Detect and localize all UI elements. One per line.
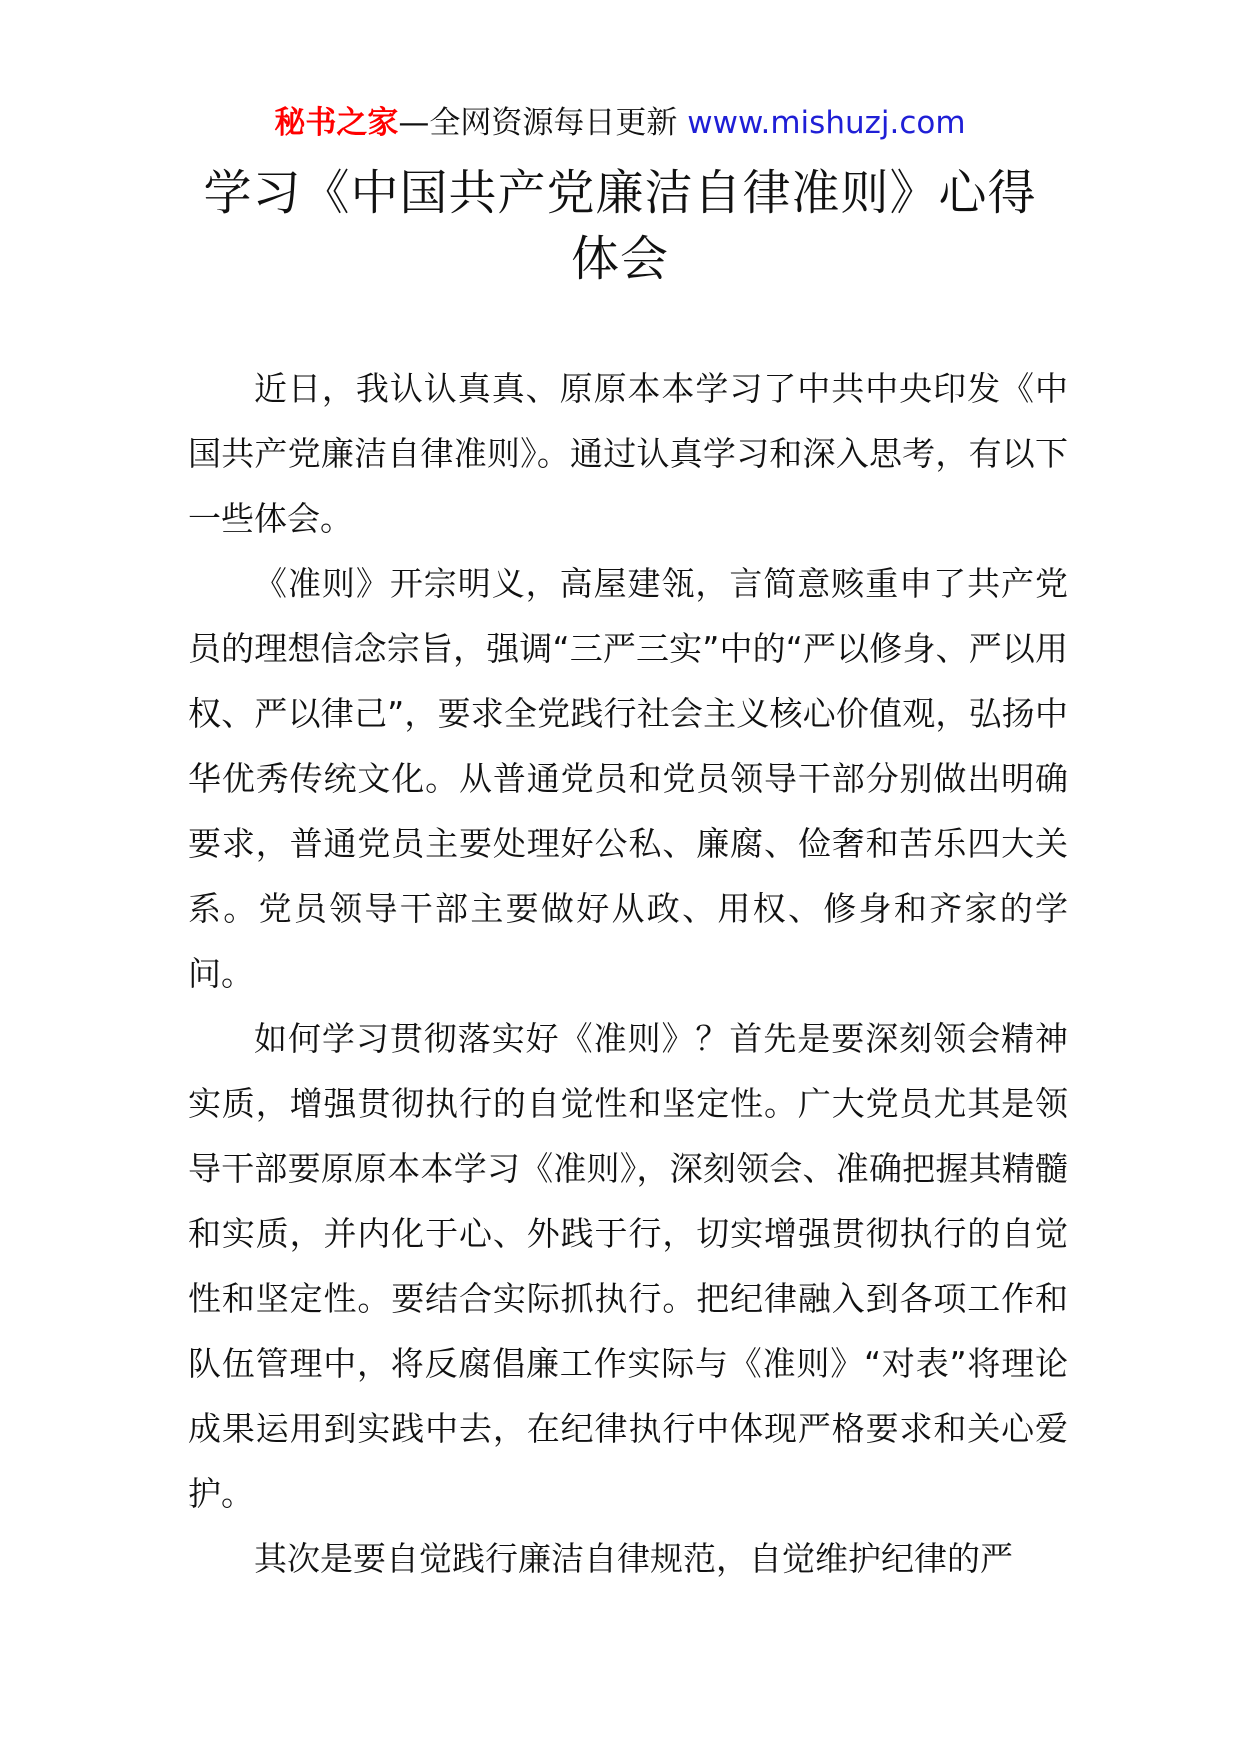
site-header <box>0 98 1240 148</box>
paragraph: 其次是要自觉践行廉洁自律规范，自觉维护纪律的严 <box>254 1539 1013 1578</box>
paragraph: 如何学习贯彻落实好《准则》？首先是要深刻领会精神实质，增强贯彻执行的自觉性和坚定性。广大党员尤其是领导干部要原原本本学习《准则》，深刻领会、准确把握其精髓和实质，并内化于心、外践于行，切实增强贯彻执行的自觉性和坚定性。要结合实际抓执行。把纪律融入到各项工作和队伍管理中，将反腐倡廉工作实际与《准则》“对表”将理论成果运用到实践中去，在纪律执行中体现严格要求和关心爱护。 <box>188 1019 1068 1513</box>
document-body <box>188 356 1068 1591</box>
site-brand: 秘书之家 <box>274 105 399 141</box>
document-title: 学习《中国共产党廉洁自律准则》心得体会 <box>203 165 1037 287</box>
site-url-link[interactable]: www.mishuzj.com <box>687 105 966 141</box>
paragraph: 近日，我认认真真、原原本本学习了中共中央印发《中国共产党廉洁自律准则》。通过认真学习和深入思考，有以下一些体会。 <box>188 369 1068 538</box>
paragraph: 《准则》开宗明义，高屋建瓴，言简意赅重申了共产党员的理想信念宗旨，强调“三严三实”中的“严以修身、严以用权、严以律己”，要求全党践行社会主义核心价值观，弘扬中华优秀传统文化。从普通党员和党员领导干部分别做出明确要求，普通党员主要处理好公私、廉腐、俭奢和苦乐四大关系。党员领导干部主要做好从政、用权、修身和齐家的学问。 <box>188 564 1068 993</box>
site-tagline: —全网资源每日更新 <box>398 105 688 141</box>
